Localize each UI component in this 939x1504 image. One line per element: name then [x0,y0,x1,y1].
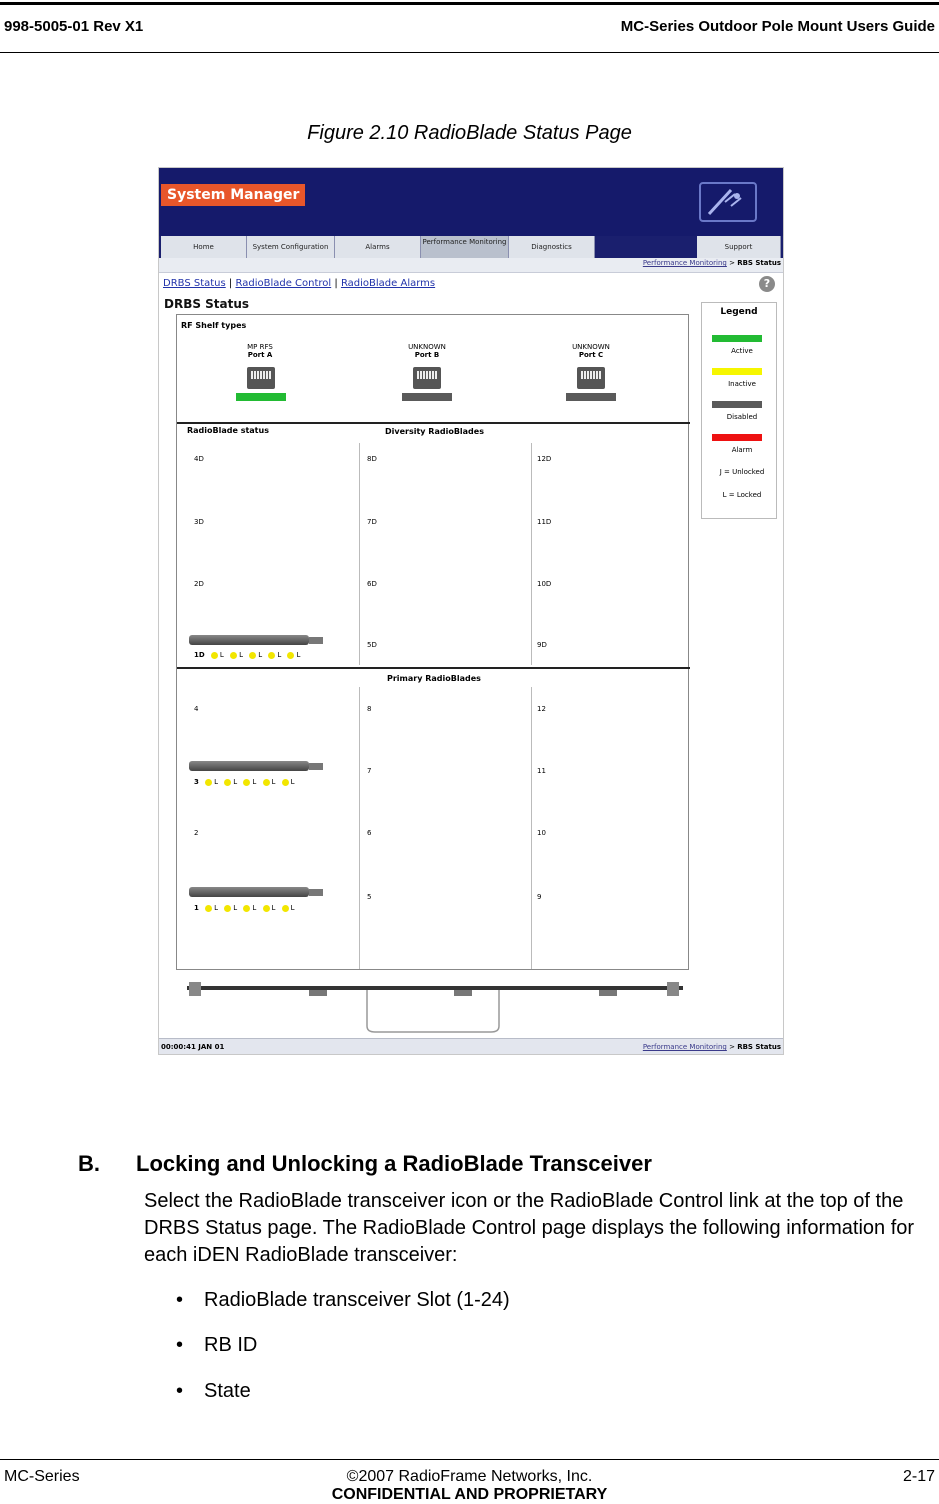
status-time: 00:00:41 JAN 01 [161,1043,225,1051]
column-divider [531,443,532,665]
legend-alarm-swatch [712,434,762,441]
port-a-label: Port A [247,351,273,359]
nav-tabs [159,236,783,258]
lock-state: L [258,651,263,659]
footer-confidential: CONFIDENTIAL AND PROPRIETARY [331,1486,608,1503]
radioblade-icon[interactable] [189,761,327,773]
led-icon [263,905,270,912]
status-links [163,278,435,289]
link-drbs-status[interactable]: DRBS Status [163,278,226,289]
legend-active-label: Active [731,347,753,355]
led-icon [224,779,231,786]
legend-title: Legend [720,307,758,317]
slot-9[interactable]: 9 [537,893,542,901]
drbs-status-panel [176,314,689,970]
led-icon [243,779,250,786]
header-rule-top [0,2,939,5]
status-bar [159,1038,783,1055]
app-banner [159,168,783,236]
lock-state: L [271,778,276,786]
figure-caption: Figure 2.10 RadioBlade Status Page [307,122,632,144]
link-radioblade-control[interactable]: RadioBlade Control [235,278,332,289]
bullet-text: RadioBlade transceiver Slot (1-24) [204,1289,510,1311]
port-a-jack-icon[interactable] [247,367,275,389]
port-c-label: Port C [578,351,604,359]
slot-12[interactable]: 12 [537,705,546,713]
slot-5[interactable]: 5 [367,893,372,901]
page-header [0,0,939,54]
doc-number: 998-5005-01 Rev X1 [4,18,144,35]
breadcrumb-link[interactable]: Performance Monitoring [642,259,727,267]
slot-4d[interactable]: 4D [194,455,204,463]
led-icon [230,652,237,659]
port-b-name: UNKNOWN [408,343,446,351]
slot-8d[interactable]: 8D [367,455,377,463]
port-b-label: Port B [414,351,440,359]
slot-10[interactable]: 10 [537,829,546,837]
port-b-jack-icon[interactable] [413,367,441,389]
footer-rule [0,1459,939,1460]
slot-3d[interactable]: 3D [194,518,204,526]
port-c-status-bar [566,393,616,401]
footer-page-number: 2-17 [902,1468,935,1485]
bullet-icon: • [176,1289,184,1311]
lock-state: L [252,778,257,786]
lock-state: L [219,651,224,659]
chassis-drawing [159,978,783,1038]
slot-2d[interactable]: 2D [194,580,204,588]
legend-inactive-label: Inactive [728,380,756,388]
link-radioblade-alarms[interactable]: RadioBlade Alarms [340,278,436,289]
led-icon [263,779,270,786]
link-separator: | [334,278,338,289]
lock-state: L [239,651,243,659]
legend-alarm-label: Alarm [731,446,753,454]
led-icon [224,905,231,912]
lock-state: L [296,651,301,659]
slot-3[interactable]: 3 [194,778,199,786]
lock-state: L [290,778,295,786]
divider [177,667,690,669]
led-icon [205,905,212,912]
tab-alarms[interactable]: Alarms [335,236,421,258]
bullet-item [176,1334,257,1357]
slot-9d[interactable]: 9D [537,641,547,649]
legend-disabled-swatch [712,401,762,408]
brand-logo-icon [699,182,757,222]
bullet-text: State [204,1380,251,1402]
port-c-name: UNKNOWN [572,343,610,351]
slot-8[interactable]: 8 [367,705,372,713]
bullet-item [176,1380,251,1403]
slot-7d[interactable]: 7D [367,518,377,526]
lock-state: L [214,904,219,912]
lock-state: L [233,904,238,912]
lock-state: L [214,778,219,786]
radioblade-status-title: RadioBlade status [187,426,269,435]
slot-5d[interactable]: 5D [367,641,377,649]
tab-diagnostics[interactable]: Diagnostics [509,236,595,258]
radioblade-status-screenshot [158,167,784,1055]
port-b-status-bar [402,393,452,401]
breadcrumb-current: RBS Status [737,259,781,267]
led-icon [287,652,294,659]
led-icon [282,905,289,912]
slot-12d[interactable]: 12D [537,455,552,463]
lock-state: L [290,904,295,912]
tab-spacer [595,236,697,258]
guide-title: MC-Series Outdoor Pole Mount Users Guide [620,18,935,35]
legend-locked: L = Locked [722,491,762,499]
led-icon [268,652,275,659]
breadcrumb-trail [643,259,781,267]
breadcrumb [159,258,783,273]
section-heading [78,1151,652,1177]
slot-6[interactable]: 6 [367,829,372,837]
footer-left: MC-Series [4,1468,80,1485]
legend [701,302,777,519]
legend-disabled-label: Disabled [726,413,758,421]
status-breadcrumb-current: RBS Status [737,1043,781,1051]
lock-state: L [277,651,282,659]
led-icon [249,652,256,659]
bullet-item [176,1289,510,1312]
slot-1-leds [194,904,295,912]
link-separator: | [228,278,233,289]
primary-title: Primary RadioBlades [387,674,481,683]
rf-shelf-title: RF Shelf types [181,321,247,330]
slot-6d[interactable]: 6D [367,580,377,588]
lock-state: L [233,778,238,786]
footer-copyright: ©2007 RadioFrame Networks, Inc. [346,1468,593,1485]
legend-active-swatch [712,335,762,342]
slot-1[interactable]: 1 [194,904,199,912]
header-rule [0,52,939,53]
led-icon [205,779,212,786]
tab-home[interactable]: Home [161,236,247,258]
page-title: DRBS Status [164,297,250,311]
slot-3-leds [194,778,295,786]
divider [177,422,690,424]
legend-unlocked: J = Unlocked [719,468,765,476]
lock-state: L [271,904,276,912]
help-icon[interactable]: ? [759,276,775,292]
port-a-status-bar [236,393,286,401]
slot-10d[interactable]: 10D [537,580,552,588]
slot-1d-leds [194,651,300,659]
radioblade-icon[interactable] [189,635,327,647]
led-icon [243,905,250,912]
port-a [215,343,305,359]
system-manager-logo: System Manager [161,184,305,206]
bullet-text: RB ID [204,1334,258,1356]
column-divider [359,687,360,969]
bullet-icon: • [176,1334,184,1356]
section-paragraph: Select the RadioBlade transceiver icon or the RadioBlade Control link at the top of the DRBS Status page. The RadioBlade Control page displays the following information for each iDEN RadioBlade transceiver: [144,1190,915,1266]
tab-performance-monitoring[interactable]: Performance Monitoring [421,236,509,258]
breadcrumb-sep: > [726,259,738,267]
column-divider [359,443,360,665]
diversity-title: Diversity RadioBlades [385,427,484,436]
led-icon [282,779,289,786]
legend-inactive-swatch [712,368,762,375]
section-letter: B. [78,1151,100,1176]
slot-1d[interactable]: 1D [194,651,205,659]
status-breadcrumb [643,1043,781,1051]
slot-11d[interactable]: 11D [537,518,552,526]
status-breadcrumb-link[interactable]: Performance Monitoring [642,1043,727,1051]
slot-11[interactable]: 11 [537,767,546,775]
radioblade-icon[interactable] [189,887,327,899]
slot-4[interactable]: 4 [194,705,199,713]
port-c [546,343,636,359]
lock-state: L [252,904,257,912]
port-a-name: MP RFS [247,343,273,351]
section-title: Locking and Unlocking a RadioBlade Transceiver [136,1151,652,1176]
led-icon [211,652,218,659]
slot-7[interactable]: 7 [367,767,372,775]
tab-system-configuration[interactable]: System Configuration [247,236,335,258]
status-breadcrumb-sep: > [726,1043,738,1051]
tab-support[interactable]: Support [697,236,781,258]
slot-2[interactable]: 2 [194,829,199,837]
column-divider [531,687,532,969]
bullet-icon: • [176,1380,184,1402]
port-c-jack-icon[interactable] [577,367,605,389]
port-b [382,343,472,359]
